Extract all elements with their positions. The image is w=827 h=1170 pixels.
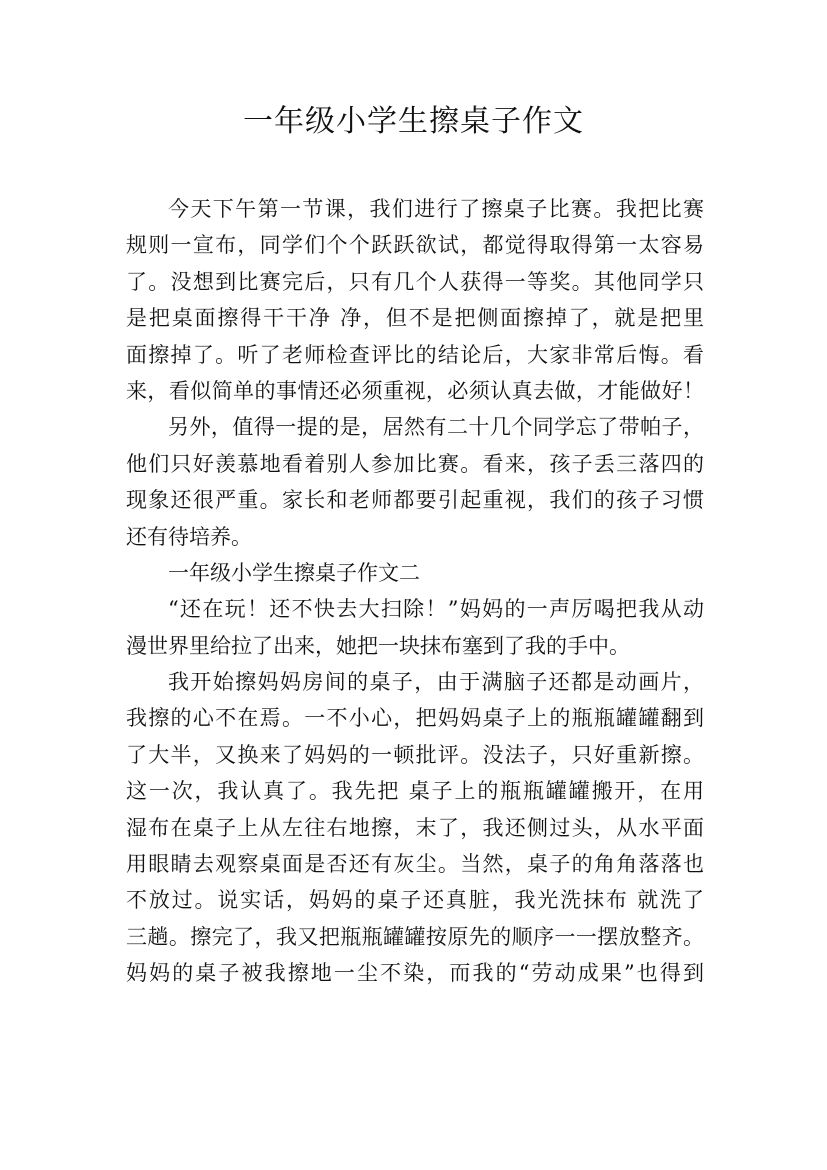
text-line: 了大半，又换来了妈妈的一顿批评。没法子，只好重新擦。 <box>126 742 704 767</box>
text-line: 面擦掉了。听了老师检查评比的结论后，大家非常后悔。看 <box>126 342 704 367</box>
text-line: 我开始擦妈妈房间的桌子，由于满脑子还都是动画片， <box>168 670 704 695</box>
text-line: 还有待培养。 <box>126 524 252 549</box>
text-line: 漫世界里给拉了出来，她把一块抹布塞到了我的手中。 <box>126 633 630 658</box>
text-line: 现象还很严重。家长和老师都要引起重视，我们的孩子习惯 <box>126 488 704 513</box>
text-line: 湿布在桌子上从左往右地擦，末了，我还侧过头，从水平面 <box>126 815 704 840</box>
text-line: 是把桌面擦得干干净 净，但不是把侧面擦掉了，就是把里 <box>126 306 704 331</box>
text-line: 妈妈的桌子被我擦地一尘不染，而我的“劳动成果”也得到 <box>126 961 704 986</box>
text-line: 了。没想到比赛完后，只有几个人获得一等奖。其他同学只 <box>126 269 704 294</box>
text-line: 三趟。擦完了，我又把瓶瓶罐罐按原先的顺序一一摆放整齐。 <box>126 924 704 949</box>
text-line: 我擦的心不在焉。一不小心，把妈妈桌子上的瓶瓶罐罐翻到 <box>126 706 704 731</box>
document-body <box>126 191 704 992</box>
subtitle-line: 一年级小学生擦桌子作文二 <box>168 560 420 585</box>
text-line: 另外，值得一提的是，居然有二十几个同学忘了带帕子， <box>168 415 704 440</box>
text-line: 用眼睛去观察桌面是否还有灰尘。当然，桌子的角角落落也 <box>126 852 704 877</box>
text-line: 他们只好羡慕地看着别人参加比赛。看来，孩子丢三落四的 <box>126 451 704 476</box>
text-line: 规则一宣布，同学们个个跃跃欲试，都觉得取得第一太容易 <box>126 233 704 258</box>
text-line: 来，看似简单的事情还必须重视，必须认真去做，才能做好！ <box>126 378 704 403</box>
text-line: 今天下午第一节课，我们进行了擦桌子比赛。我把比赛 <box>168 197 704 221</box>
text-line: 这一次，我认真了。我先把 桌子上的瓶瓶罐罐搬开，在用 <box>126 779 704 804</box>
text-line: 不放过。说实话，妈妈的桌子还真脏，我光洗抹布 就洗了 <box>126 888 704 913</box>
document-title: 一年级小学生擦桌子作文 <box>243 104 584 139</box>
text-line: “还在玩！还不快去大扫除！”妈妈的一声厉喝把我从动 <box>168 597 704 622</box>
